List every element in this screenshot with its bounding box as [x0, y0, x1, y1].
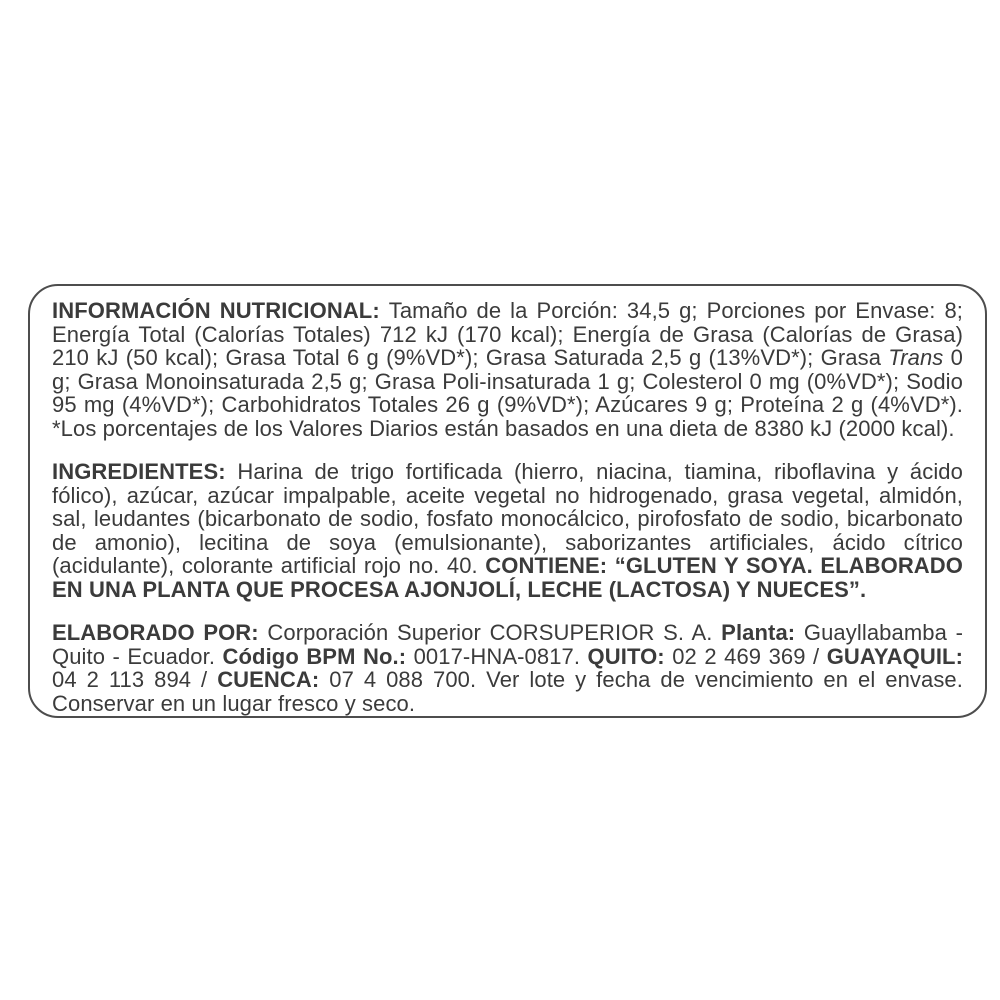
cuenca-phone-label: CUENCA: — [217, 667, 330, 692]
bpm-code-value: 0017-HNA-0817. — [413, 643, 588, 669]
ingredients-text: Harina de trigo fortificada (hierro, niacina, tiamina, riboflavina y ácido fólico), azúcar, azúcar impalpable, aceite vegetal no hidrogenado, grasa vegetal, almidón, sal, leudantes (bicarbonato de sodio, fosfato monocálcico, pirofosfato de sodio, bicarbonato de amonio), lecitina de soya (emulsionante), saborizantes artificiales, ácido cítrico (acidulante), colorante artificial rojo no. 40. — [52, 459, 963, 578]
quito-phone-label: QUITO: — [587, 643, 673, 669]
plant-location: Guayllabamba - Quito - Ecuador. — [52, 620, 964, 669]
manufacturer-name: Corporación Superior CORSUPERIOR S. A. — [267, 620, 722, 645]
nutrition-facts-text-continued: 0 g; Grasa Monoinsaturada 2,5 g; Grasa Poli-insaturada 1 g; Colesterol 0 mg (0%VD*); Sodio 95 mg (4%VD*); Carbohidratos Totales 26 g (9%VD*); Azúcares 9 g; Proteína 2 g (4%VD*). *Los porcentajes de los Valores Diarios están basados en una dieta de 8380 kJ (2000 kcal). — [52, 345, 963, 441]
bpm-code-label: Código BPM No.: — [222, 643, 414, 669]
trans-fat-italic-word: Trans — [888, 345, 944, 370]
manufacturer-paragraph — [52, 621, 963, 715]
nutrition-facts-heading: INFORMACIÓN NUTRICIONAL: — [52, 298, 389, 323]
manufacturer-heading: ELABORADO POR: — [52, 620, 268, 645]
nutrition-label-panel — [28, 284, 987, 718]
guayaquil-phone-label: GUAYAQUIL: — [826, 643, 963, 669]
plant-label: Planta: — [721, 620, 804, 645]
nutrition-facts-paragraph — [52, 299, 963, 440]
allergen-warning: CONTIENE: “GLUTEN Y SOYA. ELABORADO EN UNA PLANTA QUE PROCESA AJONJOLÍ, LECHE (LACTOSA) Y NUECES”. — [52, 553, 963, 602]
nutrition-facts-text: Tamaño de la Porción: 34,5 g; Porciones por Envase: 8; Energía Total (Calorías Totales) 712 kJ (170 kcal); Energía de Grasa (Calorías de Grasa) 210 kJ (50 kcal); Grasa Total 6 g (9%VD*); Grasa Saturada 2,5 g (13%VD*); Grasa — [52, 298, 963, 370]
ingredients-heading: INGREDIENTES: — [52, 459, 238, 484]
cuenca-phone-and-storage-text: 07 4 088 700. Ver lote y fecha de vencimiento en el envase. Conservar en un lugar fresco y seco. — [52, 667, 963, 716]
quito-phone-value: 02 2 469 369 / — [672, 643, 827, 669]
guayaquil-phone-value: 04 2 113 894 / — [52, 667, 218, 692]
ingredients-paragraph — [52, 460, 963, 601]
